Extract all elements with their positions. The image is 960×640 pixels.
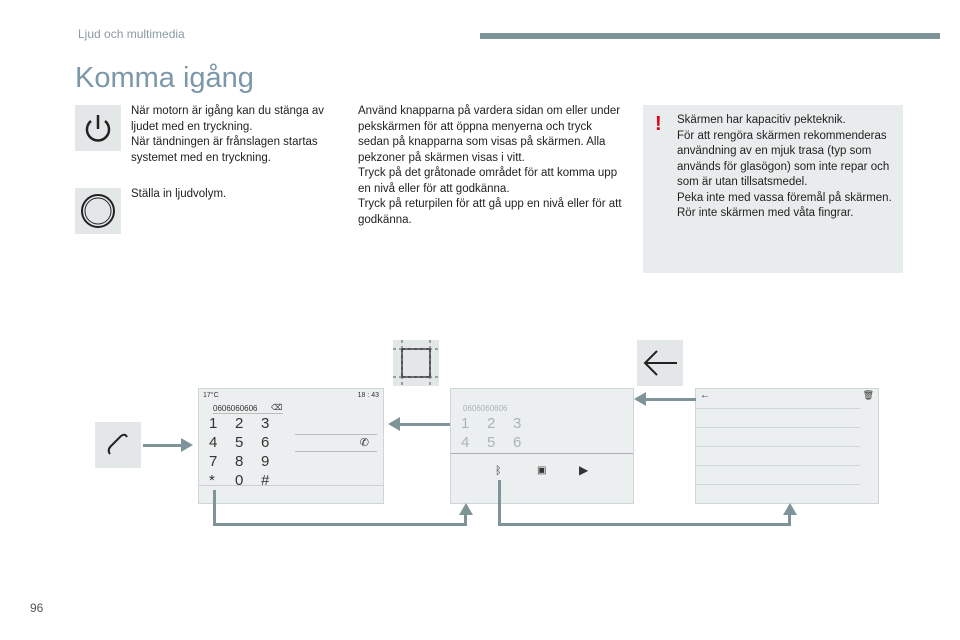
keypad-key[interactable]: * xyxy=(209,472,215,489)
phone-icon xyxy=(95,422,141,468)
keypad-key[interactable]: 8 xyxy=(235,453,244,470)
keypad-key[interactable]: 3 xyxy=(513,415,522,432)
keypad-key[interactable]: 5 xyxy=(235,434,244,451)
warning-box xyxy=(643,105,903,273)
arrow xyxy=(143,444,183,447)
contacts-screen xyxy=(695,388,879,504)
call-row[interactable] xyxy=(295,434,377,452)
keypad-key[interactable]: 5 xyxy=(487,434,496,451)
connector xyxy=(464,515,467,526)
connector xyxy=(498,523,791,526)
keypad-key[interactable]: 1 xyxy=(209,415,218,432)
grey-area-icon xyxy=(393,340,439,386)
keypad-key[interactable]: 1 xyxy=(461,415,470,432)
keypad-key[interactable]: 4 xyxy=(461,434,470,451)
keypad-key[interactable]: # xyxy=(261,472,270,489)
power-icon xyxy=(75,105,121,151)
keypad-key[interactable]: 3 xyxy=(261,415,270,432)
connector xyxy=(213,523,467,526)
arrow xyxy=(646,398,696,401)
clock: 18 : 43 xyxy=(357,392,379,399)
volume-text: Ställa in ljudvolym. xyxy=(131,188,227,200)
keypad-key[interactable]: 2 xyxy=(487,415,496,432)
play-icon[interactable]: ▶ xyxy=(579,463,589,477)
page-number: 96 xyxy=(30,601,44,615)
instructions-text: Använd knapparna på vardera sidan om eller under pekskärmen för att öppna menyerna och tryck sedan på knapparna som visas på skärmen. Alla pekzoner på skärmen visas i vitt. Tryck på det gråtonade området för att komma upp en nivå eller för att godkänna. Tryck på returpilen för att gå upp en nivå eller för att godkänna. xyxy=(358,105,622,226)
keypad-key[interactable]: 7 xyxy=(209,453,218,470)
keypad-key[interactable]: 2 xyxy=(235,415,244,432)
dialed-number-dim: 0606060606 xyxy=(463,404,508,413)
keypad-key[interactable]: 6 xyxy=(513,434,522,451)
call-icon[interactable]: ✆ xyxy=(359,437,369,449)
back-icon[interactable]: ← xyxy=(700,390,710,401)
phone-screen xyxy=(198,388,384,504)
warning-text: Skärmen har kapacitiv pekteknik. För att rengöra skärmen rekommenderas användning av en mjuk trasa (typ som används för glasögon) som inte repar och som är utan tillsatsmedel. Peka inte med vassa föremål på skärmen. Rör inte skärmen med våta fingrar. xyxy=(677,114,892,219)
bluetooth-icon[interactable]: ᛒ xyxy=(495,465,502,477)
page-title: Komma igång xyxy=(75,62,254,94)
temperature: 17°C xyxy=(203,392,219,399)
backspace-icon[interactable]: ⌫ xyxy=(271,403,283,412)
connector xyxy=(788,515,791,526)
warning-icon: ! xyxy=(655,113,662,135)
section-header: Ljud och multimedia xyxy=(78,27,185,41)
connector xyxy=(213,490,216,526)
connector xyxy=(498,480,501,526)
divider xyxy=(451,453,633,454)
back-arrow-icon xyxy=(637,340,683,386)
dialed-number[interactable]: 0606060606 xyxy=(213,404,283,414)
keypad-key[interactable]: 9 xyxy=(261,453,270,470)
volume-knob-icon xyxy=(75,188,121,234)
header-bar xyxy=(480,33,940,39)
arrow xyxy=(400,423,450,426)
keypad-key[interactable]: 6 xyxy=(261,434,270,451)
phone-menu-screen xyxy=(450,388,634,504)
power-text: När motorn är igång kan du stänga av ljudet med en tryckning. När tändningen är frånslagen startas systemet med en tryckning. xyxy=(131,105,325,164)
keypad-key[interactable]: 4 xyxy=(209,434,218,451)
bottom-bar xyxy=(199,485,383,486)
phone-book-icon[interactable]: ▣ xyxy=(537,465,547,476)
trash-icon[interactable]: 🗑 xyxy=(862,390,874,400)
keypad-key[interactable]: 0 xyxy=(235,472,244,489)
